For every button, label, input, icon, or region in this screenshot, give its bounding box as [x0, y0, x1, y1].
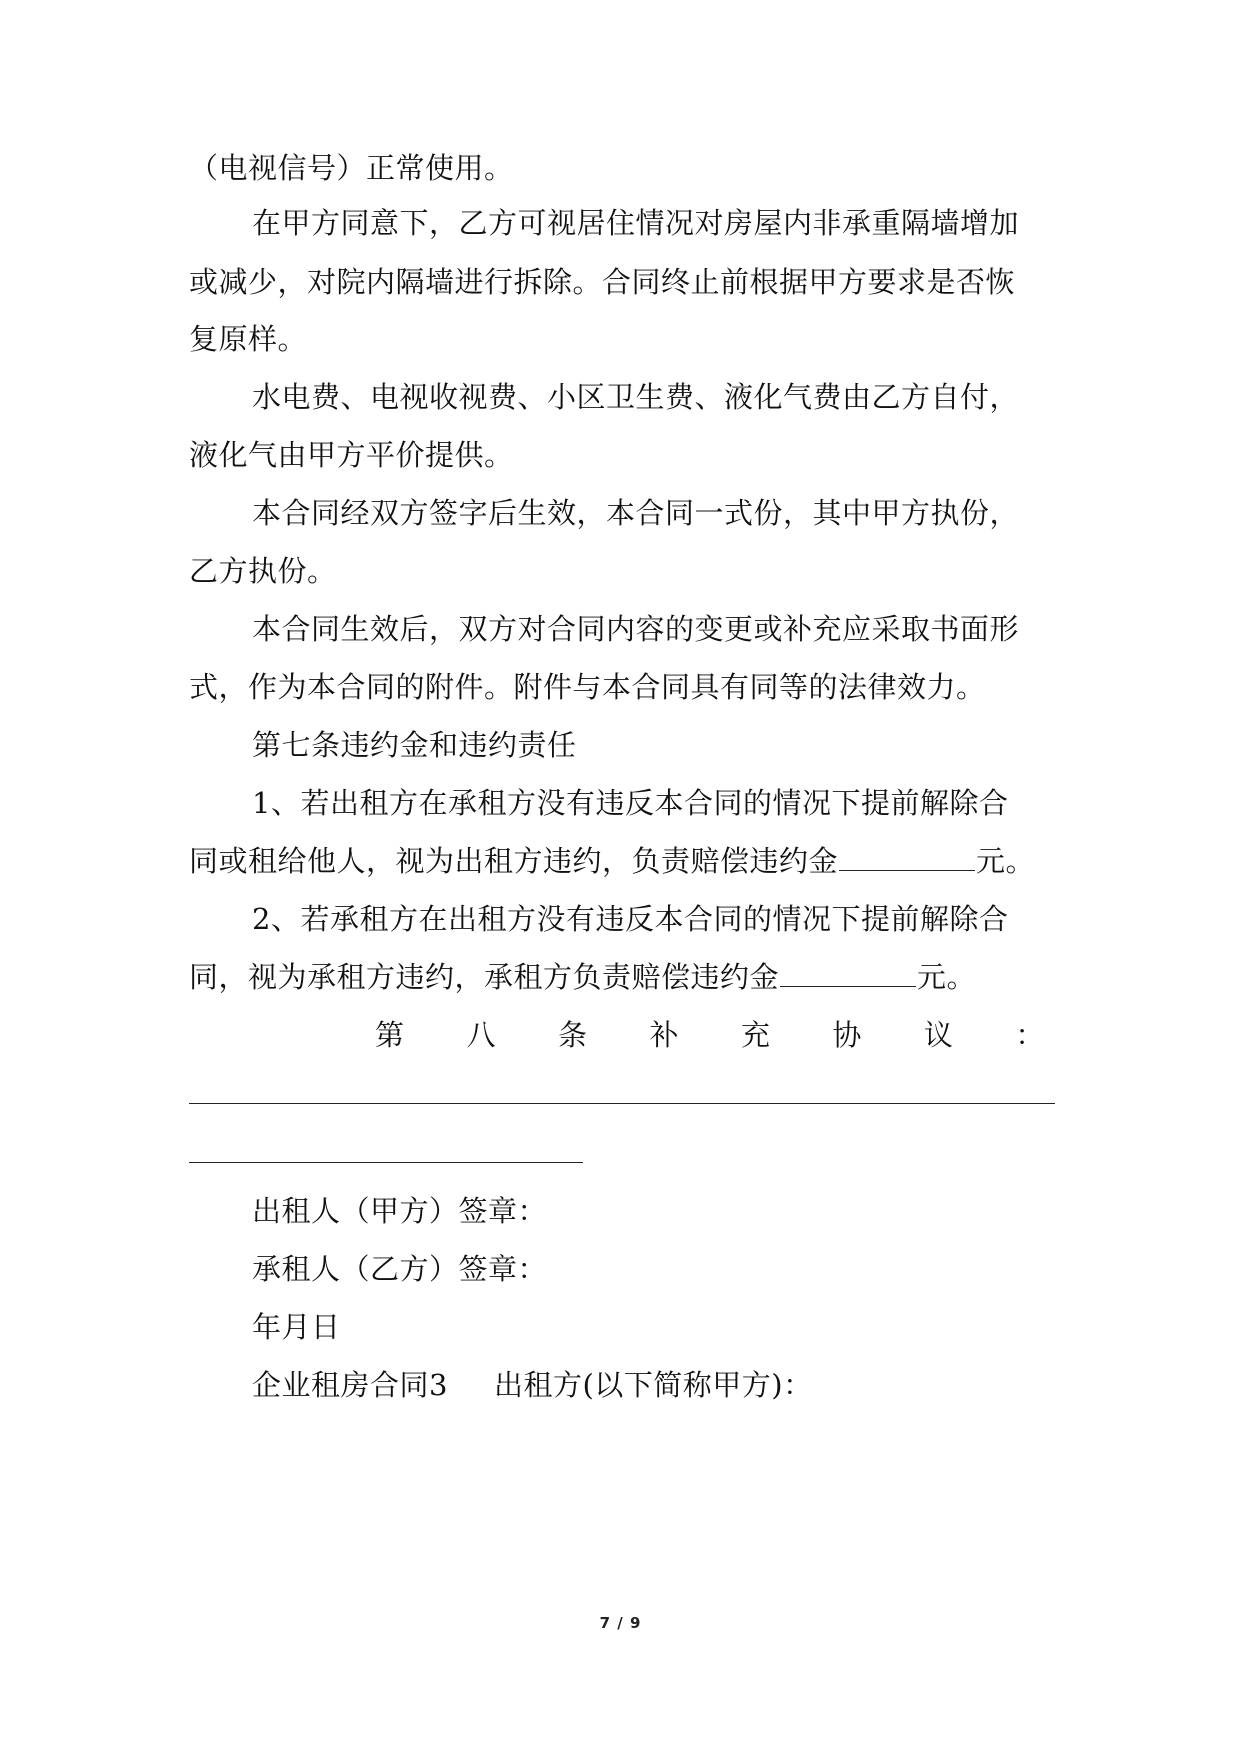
paragraph-line: 液化气由甲方平价提供。: [189, 438, 514, 472]
paragraph-line: 式，作为本合同的附件。附件与本合同具有同等的法律效力。: [189, 670, 986, 704]
heading-char: 第: [375, 1018, 405, 1052]
lessor-signature-label: 出租人（甲方）签章：: [252, 1194, 548, 1228]
currency-unit: 元。: [976, 844, 1036, 878]
heading-char: 条: [557, 1018, 588, 1052]
heading-char: 协: [832, 1018, 862, 1052]
paragraph-line: 或减少，对院内隔墙进行拆除。合同终止前根据甲方要求是否恢: [189, 265, 1016, 299]
paragraph-line: 本合同经双方签字后生效，本合同一式份，其中甲方执份，: [252, 496, 1020, 530]
heading-char: 充: [740, 1018, 771, 1052]
supplement-blank-line: [189, 1162, 583, 1163]
next-contract-heading: [252, 1365, 813, 1405]
fill-in-blank: [839, 842, 975, 871]
currency-unit: 元。: [917, 960, 977, 994]
paragraph-line: （电视信号）正常使用。: [189, 151, 514, 185]
heading-char: 八: [466, 1018, 496, 1052]
clause-text: 同或租给他人，视为出租方违约，负责赔偿违约金: [189, 844, 839, 878]
date-label: 年月日: [252, 1310, 341, 1344]
supplement-blank-line: [189, 1103, 1055, 1104]
paragraph-line: 复原样。: [189, 322, 308, 356]
article-8-heading: [375, 1015, 1045, 1055]
fill-in-blank: [780, 958, 916, 987]
paragraph-line: [189, 957, 976, 997]
contract-title: 企业租房合同3: [252, 1368, 448, 1402]
paragraph-line: 2、若承租方在出租方没有违反本合同的情况下提前解除合: [252, 902, 1009, 936]
heading-char: 议: [923, 1018, 954, 1052]
paragraph-line: 1、若出租方在承租方没有违反本合同的情况下提前解除合: [252, 786, 1009, 820]
heading-char: 补: [649, 1018, 679, 1052]
party-label: 出租方(以下简称甲方)：: [493, 1368, 813, 1402]
section-heading: 第七条违约金和违约责任: [252, 728, 577, 762]
heading-char: ：: [1015, 1018, 1045, 1052]
lessee-signature-label: 承租人（乙方）签章：: [252, 1252, 548, 1286]
paragraph-line: 在甲方同意下，乙方可视居住情况对房屋内非承重隔墙增加: [252, 206, 1020, 240]
paragraph-line: 水电费、电视收视费、小区卫生费、液化气费由乙方自付，: [252, 380, 1020, 414]
page-number: 7 / 9: [599, 1614, 642, 1632]
paragraph-line: 本合同生效后，双方对合同内容的变更或补充应采取书面形: [252, 612, 1020, 646]
paragraph-line: 乙方执份。: [189, 554, 337, 588]
clause-text: 同，视为承租方违约，承租方负责赔偿违约金: [189, 960, 780, 994]
paragraph-line: [189, 841, 1035, 881]
